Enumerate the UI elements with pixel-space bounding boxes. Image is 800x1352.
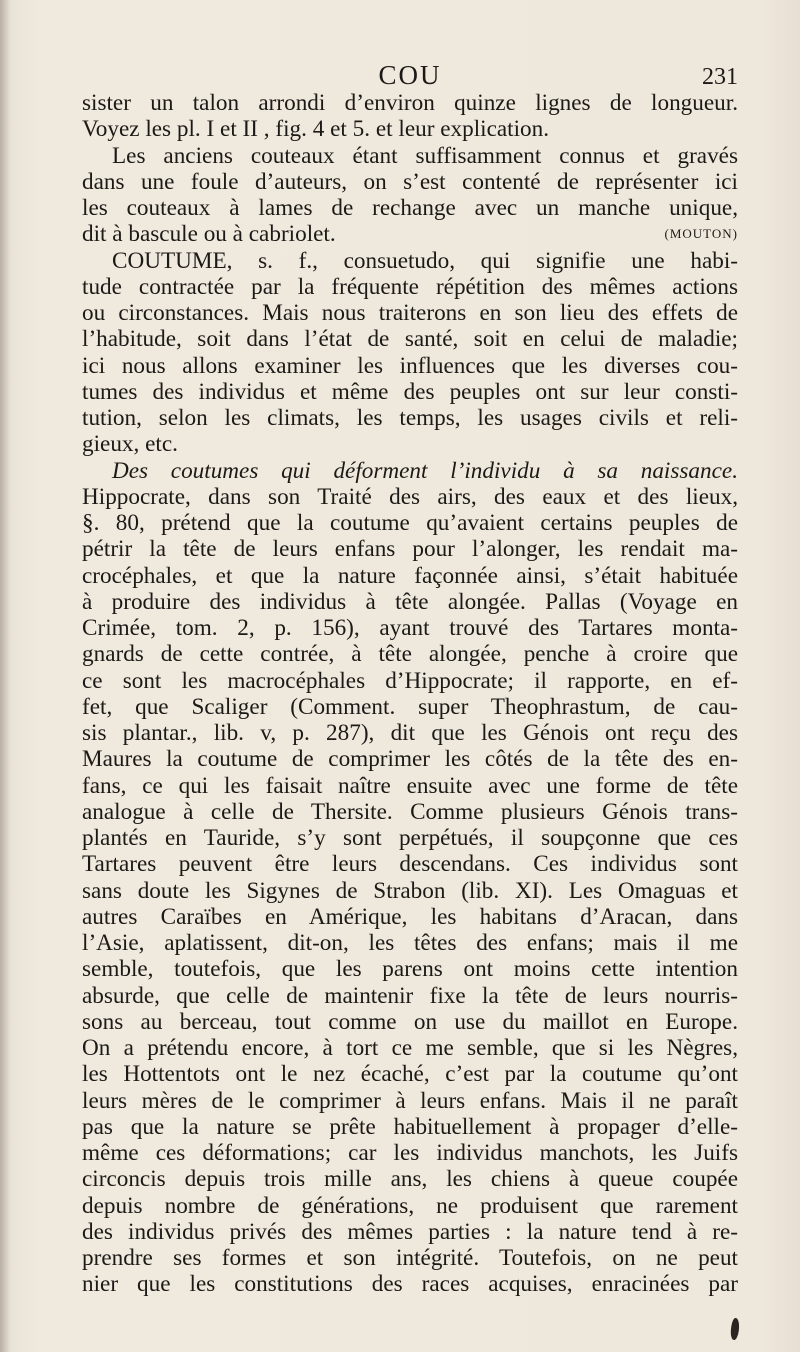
text-line: fet, que Scaliger (Comment. super Theophrastum, de cau- [82, 693, 738, 720]
text-line: semble, toutefois, que les parens ont moins cette intention [82, 956, 738, 983]
gutter-shadow [0, 0, 10, 1352]
text-line: l’Asie, aplatissent, dit-on, les têtes des enfans; mais il me [82, 930, 738, 956]
text-line: Hippocrate, dans son Traité des airs, des eaux et des lieux, [82, 483, 738, 510]
text-line: absurde, que celle de maintenir fixe la tête de leurs nourris- [82, 982, 738, 1009]
entry-heading-line: COUTUME, s. f., consuetudo, qui signifie une habi- [112, 247, 738, 274]
text-line: plantés en Tauride, s’y sont perpétués, il soupçonne que ces [82, 825, 738, 851]
text-line: les couteaux à lames de rechange avec un manche unique, [82, 195, 738, 221]
text-line: crocéphales, et que la nature façonnée ainsi, s’était habituée [82, 562, 738, 589]
page-number: 231 [702, 64, 738, 90]
text-line: Maures la coutume de comprimer les côtés de la tête des en- [82, 746, 738, 773]
text-line: nier que les constitutions des races acquises, enracinées par [82, 1271, 738, 1298]
section-subheading: Des coutumes qui déforment l’individu à sa naissance. [112, 457, 738, 484]
text-line: Les anciens couteaux étant suffisamment connus et gravés [112, 142, 738, 169]
ink-mark [730, 1318, 741, 1341]
text-line-with-signature [82, 221, 738, 247]
text-line: §. 80, prétend que la coutume qu’avaient certains peuples de [82, 510, 738, 536]
text-line: ou circonstances. Mais nous traiterons en son lieu des effets de [82, 300, 738, 326]
text-line: sons au berceau, tout comme on use du maillot en Europe. [82, 1008, 738, 1035]
text-line: Tartares peuvent être leurs descendans. Ces individus sont [82, 851, 738, 878]
text-line: fans, ce qui les faisait naître ensuite avec une forme de tête [82, 772, 738, 799]
text-line: prendre ses formes et son intégrité. Toutefois, on ne peut [82, 1245, 738, 1271]
text-line: autres Caraïbes en Amérique, les habitans d’Aracan, dans [82, 903, 738, 930]
text-line: circoncis depuis trois mille ans, les chiens à queue coupée [82, 1166, 738, 1193]
text-line: gieux, etc. [82, 431, 178, 458]
text-line: tumes des individus et même des peuples ont sur leur consti- [82, 378, 738, 405]
text-line: les Hottentots ont le nez écaché, c’est par la coutume qu’ont [82, 1061, 738, 1088]
text-line: pétrir la tête de leurs enfans pour l’alonger, les rendait ma- [82, 536, 738, 563]
text-line: dans une foule d’auteurs, on s’est contenté de représenter ici [82, 168, 738, 195]
text-line: à produire des individus à tête alongée. Pallas (Voyage en [82, 588, 738, 615]
text-line: Voyez les pl. I et II , fig. 4 et 5. et leur explication. [82, 116, 550, 143]
text-line: ici nous allons examiner les influences que les diverses cou- [82, 352, 738, 379]
text-line: sister un talon arrondi d’environ quinze lignes de longueur. [82, 90, 738, 116]
text-line: gnards de cette contrée, à tête alongée, penche à croire que [82, 641, 738, 668]
text-line: l’habitude, soit dans l’état de santé, soit en celui de maladie; [82, 326, 738, 353]
text-line: dit à bascule ou à cabriolet. [82, 221, 336, 248]
text-line: pas que la nature se prête habituellement à propager d’elle- [82, 1113, 738, 1140]
text-line: sis plantar., lib. v, p. 287), dit que les Génois ont reçu des [82, 720, 738, 746]
author-signature: (MOUTON) [664, 226, 738, 242]
body-text [82, 90, 738, 1298]
text-line: analogue à celle de Thersite. Comme plusieurs Génois trans- [82, 798, 738, 825]
text-line: sans doute les Sigynes de Strabon (lib. XI). Les Omaguas et [82, 877, 738, 904]
text-line: leurs mères de le comprimer à leurs enfans. Mais il ne paraît [82, 1087, 738, 1114]
text-line: même ces déformations; car les individus manchots, les Juifs [82, 1140, 738, 1166]
text-line: depuis nombre de générations, ne produisent que rarement [82, 1192, 738, 1219]
text-line: tude contractée par la fréquente répétition des mêmes actions [82, 273, 738, 300]
text-line: tution, selon les climats, les temps, les usages civils et reli- [82, 405, 738, 431]
running-head: COU [378, 60, 442, 90]
text-line: Crimée, tom. 2, p. 156), ayant trouvé des Tartares monta- [82, 615, 738, 641]
text-line: On a prétendu encore, à tort ce me semble, que si les Nègres, [82, 1035, 738, 1061]
text-line: des individus privés des mêmes parties : la nature tend à re- [82, 1218, 738, 1245]
text-line: ce sont les macrocéphales d’Hippocrate; il rapporte, en ef- [82, 667, 738, 694]
